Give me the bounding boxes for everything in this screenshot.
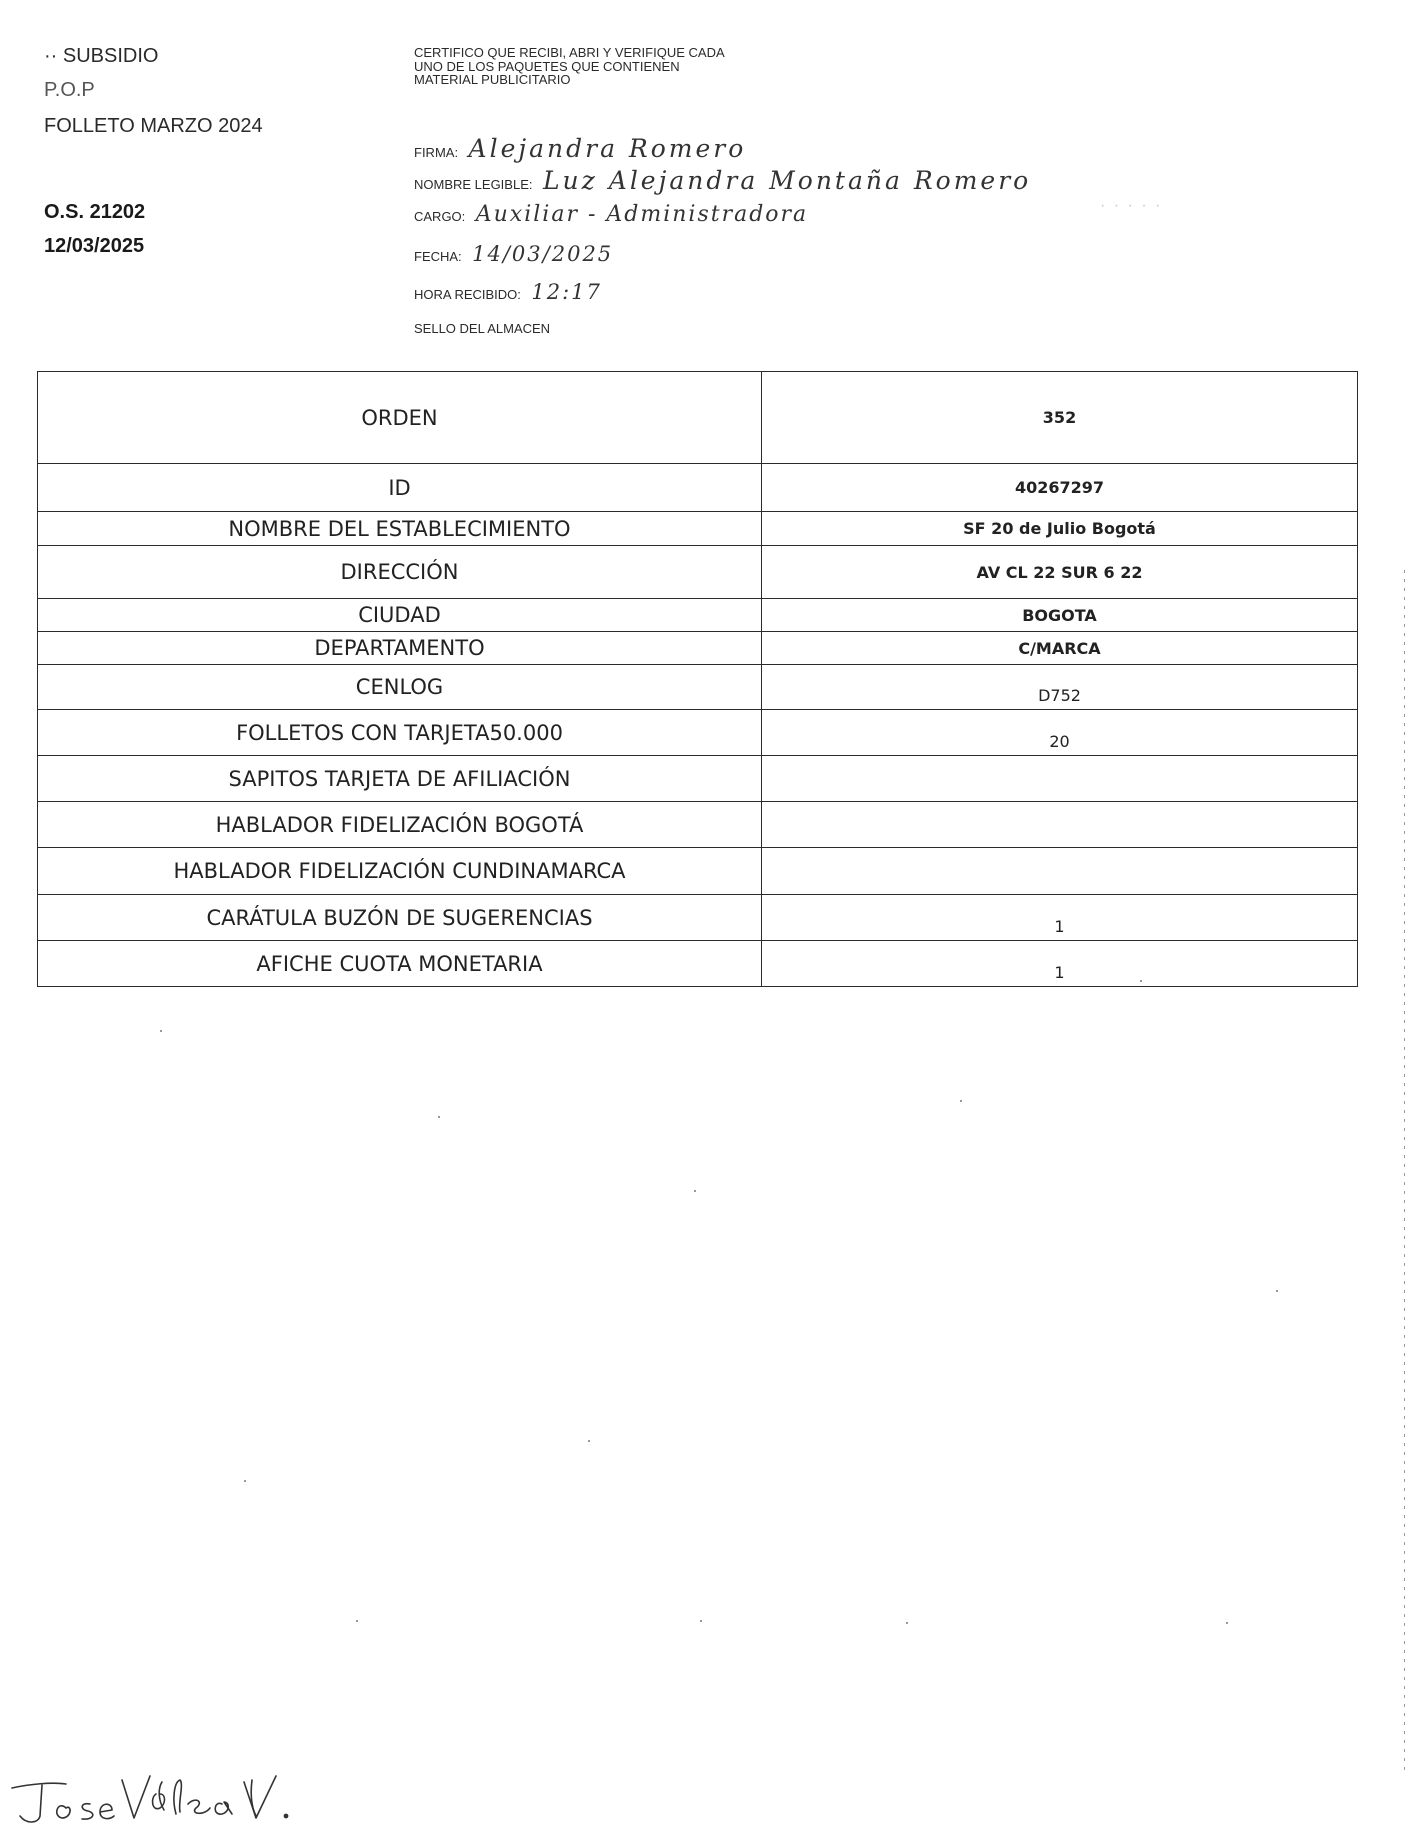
- handwritten-signature: Alejandra Romero: [468, 134, 747, 163]
- table-row: [38, 546, 1358, 599]
- scan-speck: [694, 1190, 696, 1192]
- table-row: [38, 372, 1358, 464]
- row-value: 352: [762, 372, 1358, 464]
- row-label: DEPARTAMENTO: [38, 632, 762, 665]
- row-value: SF 20 de Julio Bogotá: [762, 512, 1358, 546]
- scan-speck: [244, 1480, 246, 1482]
- row-label: DIRECCIÓN: [38, 546, 762, 599]
- row-label: FOLLETOS CON TARJETA50.000: [38, 710, 762, 756]
- time-received-row: [414, 280, 602, 304]
- table-row: [38, 756, 1358, 802]
- table-row: [38, 464, 1358, 512]
- position-value: Auxiliar - Administradora: [475, 202, 809, 227]
- row-value: 1: [762, 941, 1358, 987]
- row-label: ID: [38, 464, 762, 512]
- row-value: [762, 802, 1358, 848]
- scan-speck: [1140, 980, 1142, 982]
- row-value: D752: [762, 665, 1358, 710]
- position-label: CARGO:: [414, 209, 466, 224]
- material-type: P.O.P: [44, 79, 95, 101]
- signature-label: FIRMA:: [414, 145, 459, 160]
- row-value: AV CL 22 SUR 6 22: [762, 546, 1358, 599]
- table-row: [38, 895, 1358, 941]
- scan-speck: [588, 1440, 590, 1442]
- scan-speck: [1276, 1290, 1278, 1292]
- date-value: 14/03/2025: [472, 242, 614, 266]
- row-label: ORDEN: [38, 372, 762, 464]
- scan-edge-artifact: [1404, 570, 1405, 1770]
- row-label: CIUDAD: [38, 599, 762, 632]
- scan-speck: [438, 1116, 440, 1118]
- time-received-value: 12:17: [531, 280, 602, 304]
- row-value: 40267297: [762, 464, 1358, 512]
- scan-speck: [356, 1620, 358, 1622]
- delivery-table: [37, 371, 1358, 987]
- certification-statement: CERTIFICO QUE RECIBI, ABRI Y VERIFIQUE CADA UNO DE LOS PAQUETES QUE CONTIENEN MATERIAL PUBLICITARIO: [414, 45, 724, 87]
- warehouse-stamp-label: SELLO DEL ALMACEN: [414, 321, 551, 336]
- row-value: 20: [762, 710, 1358, 756]
- row-value: C/MARCA: [762, 632, 1358, 665]
- table-row: [38, 710, 1358, 756]
- warehouse-stamp-row: [414, 320, 550, 338]
- legible-name-label: NOMBRE LEGIBLE:: [414, 177, 533, 192]
- row-value: [762, 756, 1358, 802]
- row-label: NOMBRE DEL ESTABLECIMIENTO: [38, 512, 762, 546]
- scan-speck: [700, 1620, 702, 1622]
- legible-name-row: [414, 166, 1031, 195]
- faint-stamp-mark: · · · · ·: [1100, 197, 1163, 214]
- table-row: [38, 848, 1358, 895]
- service-order-date: 12/03/2025: [44, 235, 145, 257]
- campaign-name: FOLLETO MARZO 2024: [44, 115, 263, 137]
- date-row: [414, 242, 613, 266]
- program-name: ·· SUBSIDIO: [44, 45, 159, 67]
- signature-row: [414, 134, 746, 163]
- row-value: 1: [762, 895, 1358, 941]
- time-received-label: HORA RECIBIDO:: [414, 287, 521, 302]
- bottom-handwritten-signature: [0, 1760, 320, 1834]
- row-label: CENLOG: [38, 665, 762, 710]
- receipt-certification: [414, 45, 1114, 336]
- scan-speck: [160, 1030, 162, 1032]
- row-value: [762, 848, 1358, 895]
- row-label: HABLADOR FIDELIZACIÓN BOGOTÁ: [38, 802, 762, 848]
- table-row: [38, 665, 1358, 710]
- service-order-number: O.S. 21202: [44, 201, 146, 223]
- scan-speck: [906, 1622, 908, 1624]
- scan-speck: [960, 1100, 962, 1102]
- row-value: BOGOTA: [762, 599, 1358, 632]
- table-row: [38, 632, 1358, 665]
- row-label: CARÁTULA BUZÓN DE SUGERENCIAS: [38, 895, 762, 941]
- legible-name-value: Luz Alejandra Montaña Romero: [542, 166, 1032, 195]
- date-label: FECHA:: [414, 249, 462, 264]
- row-label: SAPITOS TARJETA DE AFILIACIÓN: [38, 756, 762, 802]
- scan-speck: [1226, 1622, 1228, 1624]
- table-row: [38, 802, 1358, 848]
- row-label: HABLADOR FIDELIZACIÓN CUNDINAMARCA: [38, 848, 762, 895]
- table-row: [38, 512, 1358, 546]
- table-row: [38, 599, 1358, 632]
- row-label: AFICHE CUOTA MONETARIA: [38, 941, 762, 987]
- position-row: [414, 202, 808, 227]
- table-row: [38, 941, 1358, 987]
